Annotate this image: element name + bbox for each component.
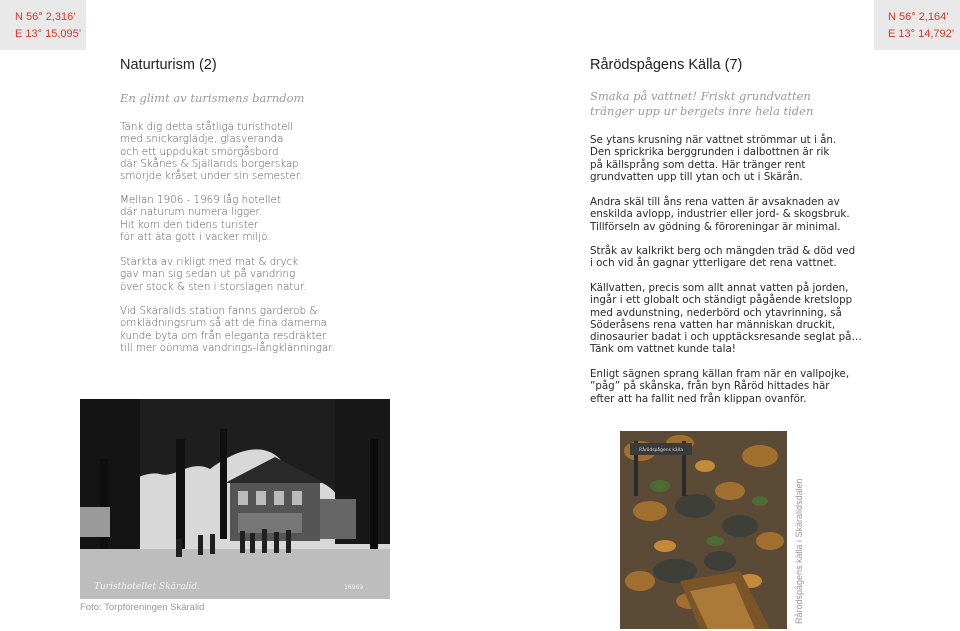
paragraph-water-cycle: Källvatten, precis som allt annat vatten på jorden, ingår i ett globalt och ständigt pågående kretslopp med avdunstning, nederbörd och ytavrinning, så Söderåsens rena vatten har människan druckit, dinosaurier badat i och upptäcksresande seglat på… Tänk om vattnet kunde tala! [590,282,862,356]
photo-handwriting: Turisthotellet Skäralid. [94,582,200,592]
paragraph-clean-water: Andra skäl till åns rena vatten är avsaknaden av enskilda avlopp, industrier eller jord- & skogsbruk. Tillförseln av gödning & föroreningar är minimal. [590,196,850,233]
intro-left: En glimt av turismens barndom [120,91,305,105]
hotel-photo-illustration [80,399,390,599]
photo-number: 16969 [344,584,364,591]
paragraph-hiking: Stärkta av rikligt med mat & dryck gav man sig sedan ut på vandring över stock & sten i storslagen natur. [120,256,307,293]
latitude-text: N 56° 2,316’ [15,11,76,23]
photo-credit: Foto: Torpföreningen Skäralid [80,602,205,613]
paragraph-history: Mellan 1906 - 1969 låg hotellet där naturum numera ligger. Hit kom den tidens turister för att äta gott i vacker miljö. [120,194,281,243]
spring-photo-illustration [620,431,787,629]
spring-sign-text: Rårödspågens källa [639,448,683,453]
page-title-left: Naturturism (2) [120,57,217,73]
paragraph-station: Vid Skäralids station fanns garderob & omklädningsrum så att de fina damerna kunde byta om från eleganta resdräkter till mer oömma vandrings-långklänningar. [120,305,335,354]
spring-photo [620,431,787,629]
longitude-text: E 13° 15,095’ [15,28,82,40]
hotel-photo [80,399,390,599]
latitude-text: N 56° 2,164’ [888,11,949,23]
coordinate-tab-right [874,0,960,50]
longitude-text: E 13° 14,792’ [888,28,955,40]
paragraph-hotel: Tänk dig detta ståtliga turisthotell med snickarglädje, glasveranda och ett uppdukat smörgåsbord där Skånes & Själlands borgerskap smörjde kråset under sin semester. [120,121,303,183]
paragraph-legend: Enligt sägnen sprang källan fram när en vallpojke, ”påg” på skånska, från byn Råröd hittades här efter att ha fallit ned från klippan ovanför. [590,368,850,405]
intro-right: Smaka på vattnet! Friskt grundvatten tränger upp ur bergets inre hela tiden [590,89,814,118]
paragraph-current: Se ytans krusning när vattnet strömmar ut i ån. Den sprickrika berggrunden i dalbottnen är rik på källsprång som detta. Här tränger rent grundvatten upp till ytan och ut i Skärån. [590,134,837,183]
paragraph-limestone: Stråk av kalkrikt berg och mängden träd & död ved i och vid ån gagnar ytterligare det rena vattnet. [590,245,856,270]
spring-photo-caption: Rårödspågens källa i Skäralidsdalen [794,478,804,624]
page-title-right: Rårödspågens Källa (7) [590,57,743,73]
coordinate-tab-left [0,0,86,50]
